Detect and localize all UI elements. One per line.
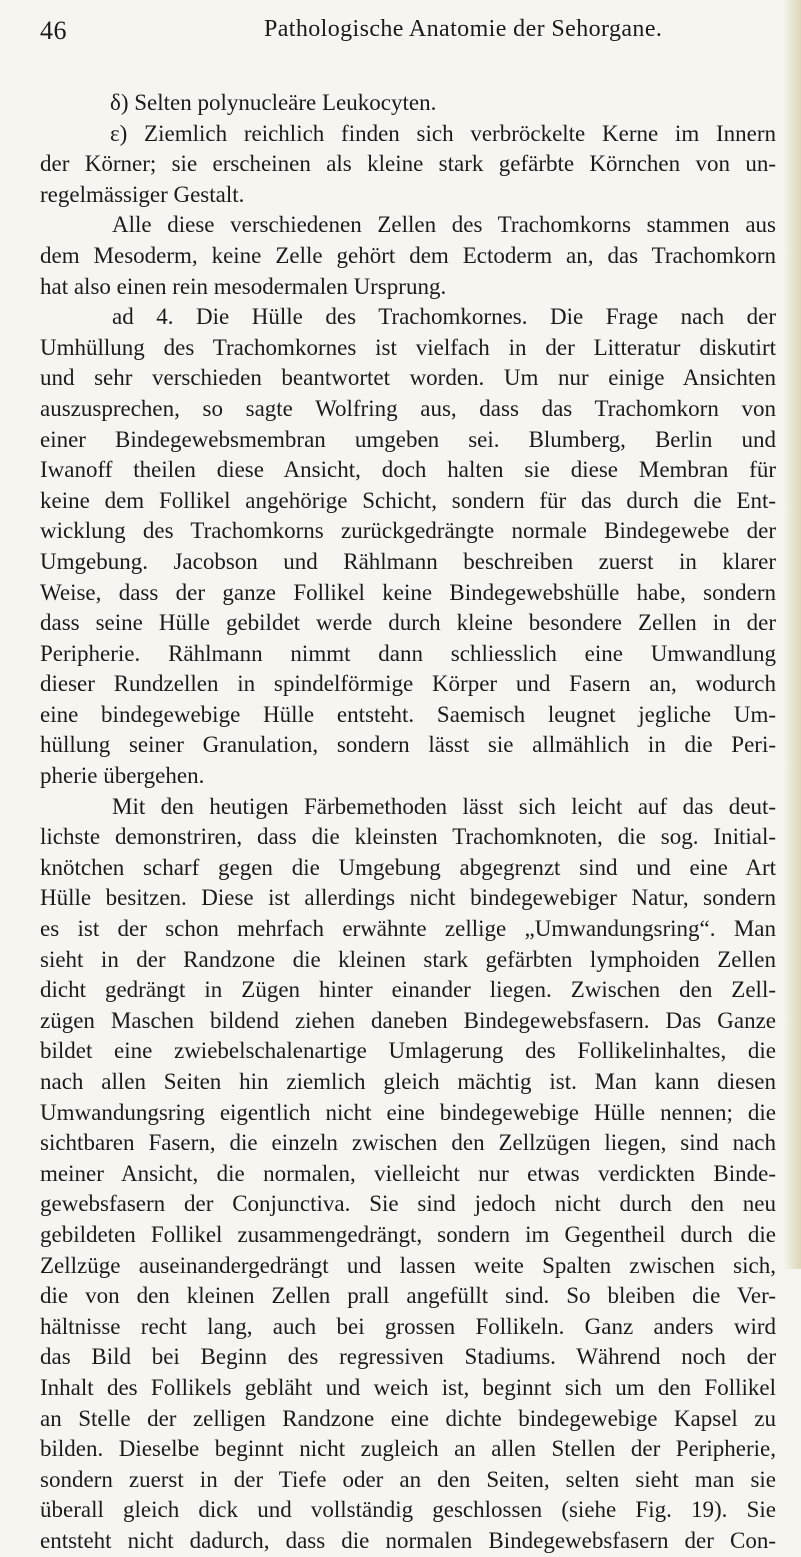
text-line: dem Mesoderm, keine Zelle gehört dem Ectoderm an, das Trachomkorn <box>40 242 776 268</box>
text-line: Alle diese verschiedenen Zellen des Trachomkorns stammen aus <box>112 212 776 238</box>
text-line: gebildeten Follikel zusammengedrängt, sondern im Gegentheil durch die <box>40 1221 776 1247</box>
text-line: hüllung seiner Granulation, sondern lässt sie allmählich in die Peri- <box>40 732 776 758</box>
text-line: dass seine Hülle gebildet werde durch kleine besondere Zellen in der <box>40 610 776 636</box>
text-line: dicht gedrängt in Zügen hinter einander liegen. Zwischen den Zell- <box>40 977 776 1003</box>
text-line: überall gleich dick und vollständig geschlossen (siehe Fig. 19). Sie <box>40 1497 776 1523</box>
running-title: Pathologische Anatomie der Sehorgane. <box>264 16 663 42</box>
text-line: bildet eine zwiebelschalenartige Umlagerung des Follikelinhaltes, die <box>40 1038 776 1064</box>
text-line: und sehr verschieden beantwortet worden. Um nur einige Ansichten <box>40 365 776 391</box>
text-line: es ist der schon mehrfach erwähnte zellige „Umwandungsring“. Man <box>40 916 776 942</box>
text-line: entsteht nicht dadurch, dass die normalen Bindegewebsfasern der Con- <box>40 1527 776 1553</box>
text-line: der Körner; sie erscheinen als kleine stark gefärbte Körnchen von un- <box>40 151 776 177</box>
text-line: Inhalt des Follikels gebläht und weich ist, beginnt sich um den Follikel <box>40 1374 776 1400</box>
text-line: nach allen Seiten hin ziemlich gleich mächtig ist. Man kann diesen <box>40 1069 776 1094</box>
text-line: hat also einen rein mesodermalen Ursprung. <box>40 273 447 299</box>
text-line: knötchen scharf gegen die Umgebung abgegrenzt sind und eine Art <box>40 854 776 880</box>
text-line: Umhüllung des Trachomkornes ist vielfach in der Litteratur diskutirt <box>40 334 776 360</box>
text-line: Mit den heutigen Färbemethoden lässt sich leicht auf das deut- <box>112 793 776 819</box>
page-header <box>40 6 776 76</box>
text-line: Hülle besitzen. Diese ist allerdings nicht bindegewebiger Natur, sondern <box>40 885 776 911</box>
text-line: sichtbaren Fasern, die einzeln zwischen den Zellzügen liegen, sind nach <box>40 1130 776 1156</box>
page-number: 46 <box>40 16 67 45</box>
text-line: Umgebung. Jacobson und Rählmann beschreiben zuerst in klarer <box>40 548 776 574</box>
text-line: auszusprechen, so sagte Wolfring aus, dass das Trachomkorn von <box>40 395 776 421</box>
text-line: Umwandungsring eigentlich nicht eine bindegewebige Hülle nennen; die <box>40 1099 776 1125</box>
text-line: Weise, dass der ganze Follikel keine Bindegewebshülle habe, sondern <box>40 579 776 605</box>
text-line: Zellzüge auseinandergedrängt und lassen weite Spalten zwischen sich, <box>40 1252 776 1278</box>
text-line: dieser Rundzellen in spindelförmige Körper und Fasern an, wodurch <box>40 671 776 697</box>
text-line: lichste demonstriren, dass die kleinsten Trachomknoten, die sog. Initial- <box>40 824 776 850</box>
page-edge-shadow <box>783 0 801 1269</box>
text-line: Peripherie. Rählmann nimmt dann schliesslich eine Umwandlung <box>40 640 776 666</box>
text-line: keine dem Follikel angehörige Schicht, sondern für das durch die Ent- <box>40 487 776 513</box>
text-line: regelmässiger Gestalt. <box>40 181 245 207</box>
text-line: sieht in der Randzone die kleinen stark gefärbten lymphoiden Zellen <box>40 946 776 972</box>
text-line: pherie übergehen. <box>40 763 205 789</box>
text-line: das Bild bei Beginn des regressiven Stadiums. Während noch der <box>40 1344 776 1370</box>
text-line: eine bindegewebige Hülle entsteht. Saemisch leugnet jegliche Um- <box>40 701 776 727</box>
text-line: hältnisse recht lang, auch bei grossen Follikeln. Ganz anders wird <box>40 1313 776 1339</box>
text-line: ad 4. Die Hülle des Trachomkornes. Die Frage nach der <box>112 304 776 330</box>
text-line: δ) Selten polynucleäre Leukocyten. <box>110 90 437 115</box>
text-line: sondern zuerst in der Tiefe oder an den Seiten, selten sieht man sie <box>40 1466 776 1492</box>
text-line: gewebsfasern der Conjunctiva. Sie sind jedoch nicht durch den neu <box>40 1191 776 1217</box>
text-line: Iwanoff theilen diese Ansicht, doch halten sie diese Membran für <box>40 457 776 483</box>
text-line: ε) Ziemlich reichlich finden sich verbröckelte Kerne im Innern <box>110 120 776 146</box>
text-line: wicklung des Trachomkorns zurückgedrängte normale Bindegewebe der <box>40 518 776 544</box>
body-text <box>40 88 776 1557</box>
text-line: bilden. Dieselbe beginnt nicht zugleich an allen Stellen der Peripherie, <box>40 1436 776 1462</box>
text-line: einer Bindegewebsmembran umgeben sei. Blumberg, Berlin und <box>40 426 776 452</box>
text-line: die von den kleinen Zellen prall angefüllt sind. So bleiben die Ver- <box>40 1283 776 1309</box>
text-line: meiner Ansicht, die normalen, vielleicht nur etwas verdickten Binde- <box>40 1160 776 1186</box>
text-line: an Stelle der zelligen Randzone eine dichte bindegewebige Kapsel zu <box>40 1405 776 1431</box>
text-line: zügen Maschen bildend ziehen daneben Bindegewebsfasern. Das Ganze <box>40 1007 776 1033</box>
